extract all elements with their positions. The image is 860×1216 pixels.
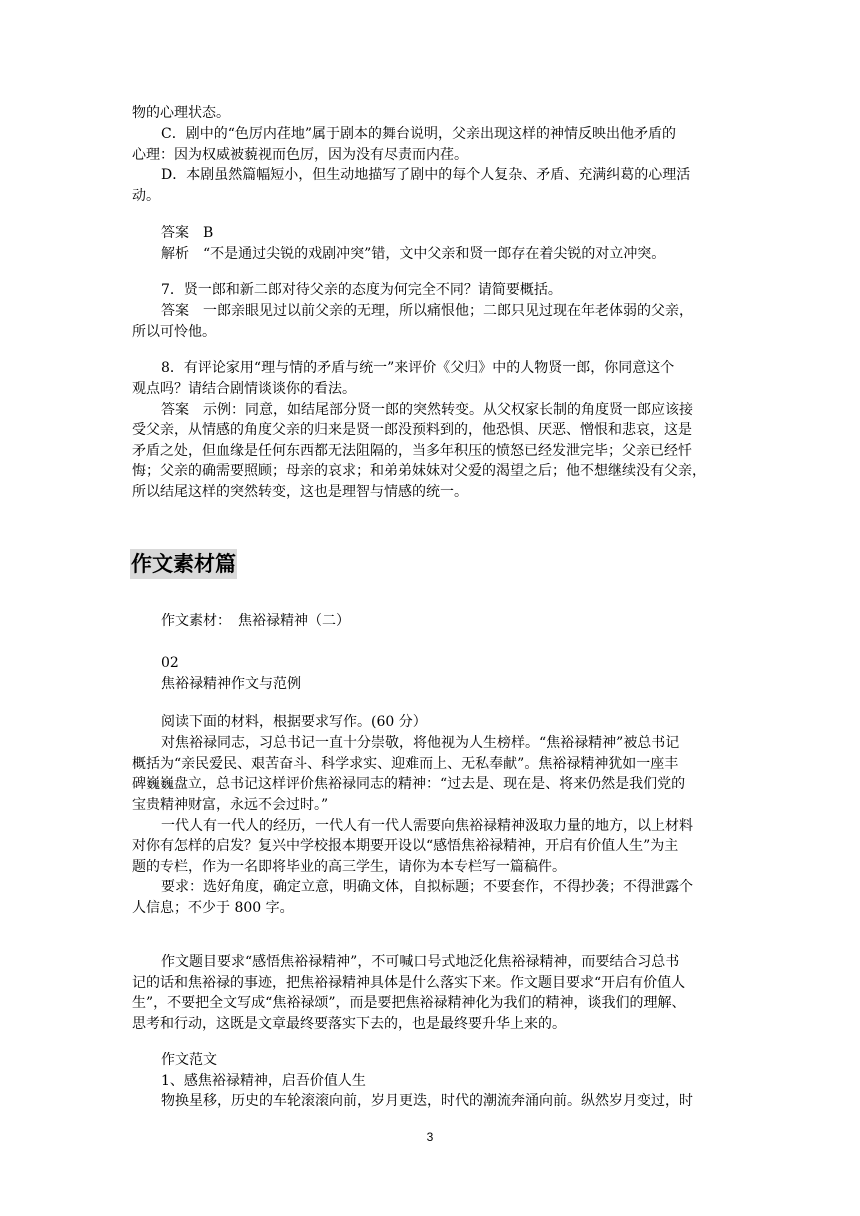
question-line: 8．有评论家用“理与情的矛盾与统一”来评价《父归》中的人物贤一郎，你同意这个 — [161, 360, 675, 376]
text-line: D．本剧虽然篇幅短小，但生动地描写了剧中的每个人复杂、矛盾、充满纠葛的心理活 — [161, 167, 691, 183]
question-line: 7．贤一郎和新二郎对待父亲的态度为何完全不同？请简要概括。 — [161, 282, 562, 298]
text-line: 记的话和焦裕禄的事迹，把焦裕禄精神具体是什么落实下来。作文题目要求“开启有价值人 — [132, 975, 686, 991]
text-line: 悔；父亲的确需要照顾；母亲的哀求；和弟弟妹妹对父爱的渴望之后；他不想继续没有父亲， — [132, 463, 706, 479]
text-line: 生”，不要把全文写成“焦裕禄颂”，而是要把焦裕禄精神化为我们的精神，谈我们的理解、 — [132, 995, 686, 1011]
essay-title: 1、感焦裕禄精神，启吾价值人生 — [161, 1073, 366, 1089]
text-line: 所以可怜他。 — [132, 324, 216, 340]
answer-line: 答案 一郎亲眼见过以前父亲的无理，所以痛恨他；二郎只见过现在年老体弱的父亲， — [161, 303, 693, 319]
answer-line: 答案 B — [161, 225, 214, 241]
text-line: 碑巍巍盘立，总书记这样评价焦裕禄同志的精神：“过去是、现在是、将来仍然是我们党的 — [132, 776, 686, 792]
text-line: 物的心理状态。 — [132, 105, 230, 121]
text-line: 题的专栏，作为一名即将毕业的高三学生，请你为本专栏写一篇稿件。 — [132, 859, 566, 875]
section-heading: 作文素材篇 — [130, 549, 237, 579]
text-line: 受父亲，从情感的角度父亲的归来是贤一郎没预料到的，他恐惧、厌恶、憎恨和悲哀，这是 — [132, 422, 692, 438]
page-number: 3 — [426, 1130, 434, 1144]
text-line: 思考和行动，这既是文章最终要落实下去的，也是最终要升华上来的。 — [132, 1016, 566, 1032]
text-line: C．剧中的“色厉内荏地”属于剧本的舞台说明，父亲出现这样的神情反映出他矛盾的 — [161, 126, 677, 142]
text-line: 作文题目要求“感悟焦裕禄精神”，不可喊口号式地泛化焦裕禄精神，而要结合习总书 — [161, 954, 680, 970]
text-line: 02 — [161, 655, 179, 671]
text-line: 对你有怎样的启发？复兴中学校报本期要开设以“感悟焦裕禄精神，开启有价值人生”为主 — [132, 838, 679, 854]
text-line: 作文范文 — [161, 1052, 217, 1068]
text-line: 概括为“亲民爱民、艰苦奋斗、科学求实、迎难而上、无私奉献”。焦裕禄精神犹如一座丰 — [132, 756, 679, 772]
text-line: 焦裕禄精神作文与范例 — [161, 676, 301, 692]
text-line: 一代人有一代人的经历，一代人有一代人需要向焦裕禄精神汲取力量的地方，以上材料 — [161, 818, 693, 834]
text-line: 心理：因为权威被藐视而色厉，因为没有尽责而内荏。 — [132, 147, 468, 163]
text-line: 矛盾之处，但血缘是任何东西都无法阻隔的，当多年积压的愤怒已经发泄完毕；父亲已经忏 — [132, 443, 692, 459]
text-line: 宝贵精神财富，永远不会过时。” — [132, 797, 329, 813]
text-line: 人信息；不少于 800 字。 — [132, 900, 294, 916]
text-line: 所以结尾这样的突然转变，这也是理智与情感的统一。 — [132, 484, 468, 500]
text-line: 动。 — [132, 188, 160, 204]
analysis-line: 解析 “不是通过尖锐的戏剧冲突”错，文中父亲和贤一郎存在着尖锐的对立冲突。 — [161, 246, 666, 262]
text-line: 要求：选好角度，确定立意，明确文体，自拟标题；不要套作，不得抄袭；不得泄露个 — [161, 879, 693, 895]
text-line: 物换星移，历史的车轮滚滚向前，岁月更迭，时代的潮流奔涌向前。纵然岁月变过，时 — [161, 1093, 693, 1109]
text-line: 观点吗？请结合剧情谈谈你的看法。 — [132, 381, 356, 397]
answer-line: 答案 示例：同意，如结尾部分贤一郎的突然转变。从父权家长制的角度贤一郎应该接 — [161, 402, 693, 418]
text-line: 对焦裕禄同志，习总书记一直十分崇敬，将他视为人生榜样。“焦裕禄精神”被总书记 — [161, 735, 680, 751]
text-line: 阅读下面的材料，根据要求写作。(60 分） — [161, 714, 427, 730]
material-title: 作文素材： 焦裕禄精神（二） — [161, 613, 350, 629]
